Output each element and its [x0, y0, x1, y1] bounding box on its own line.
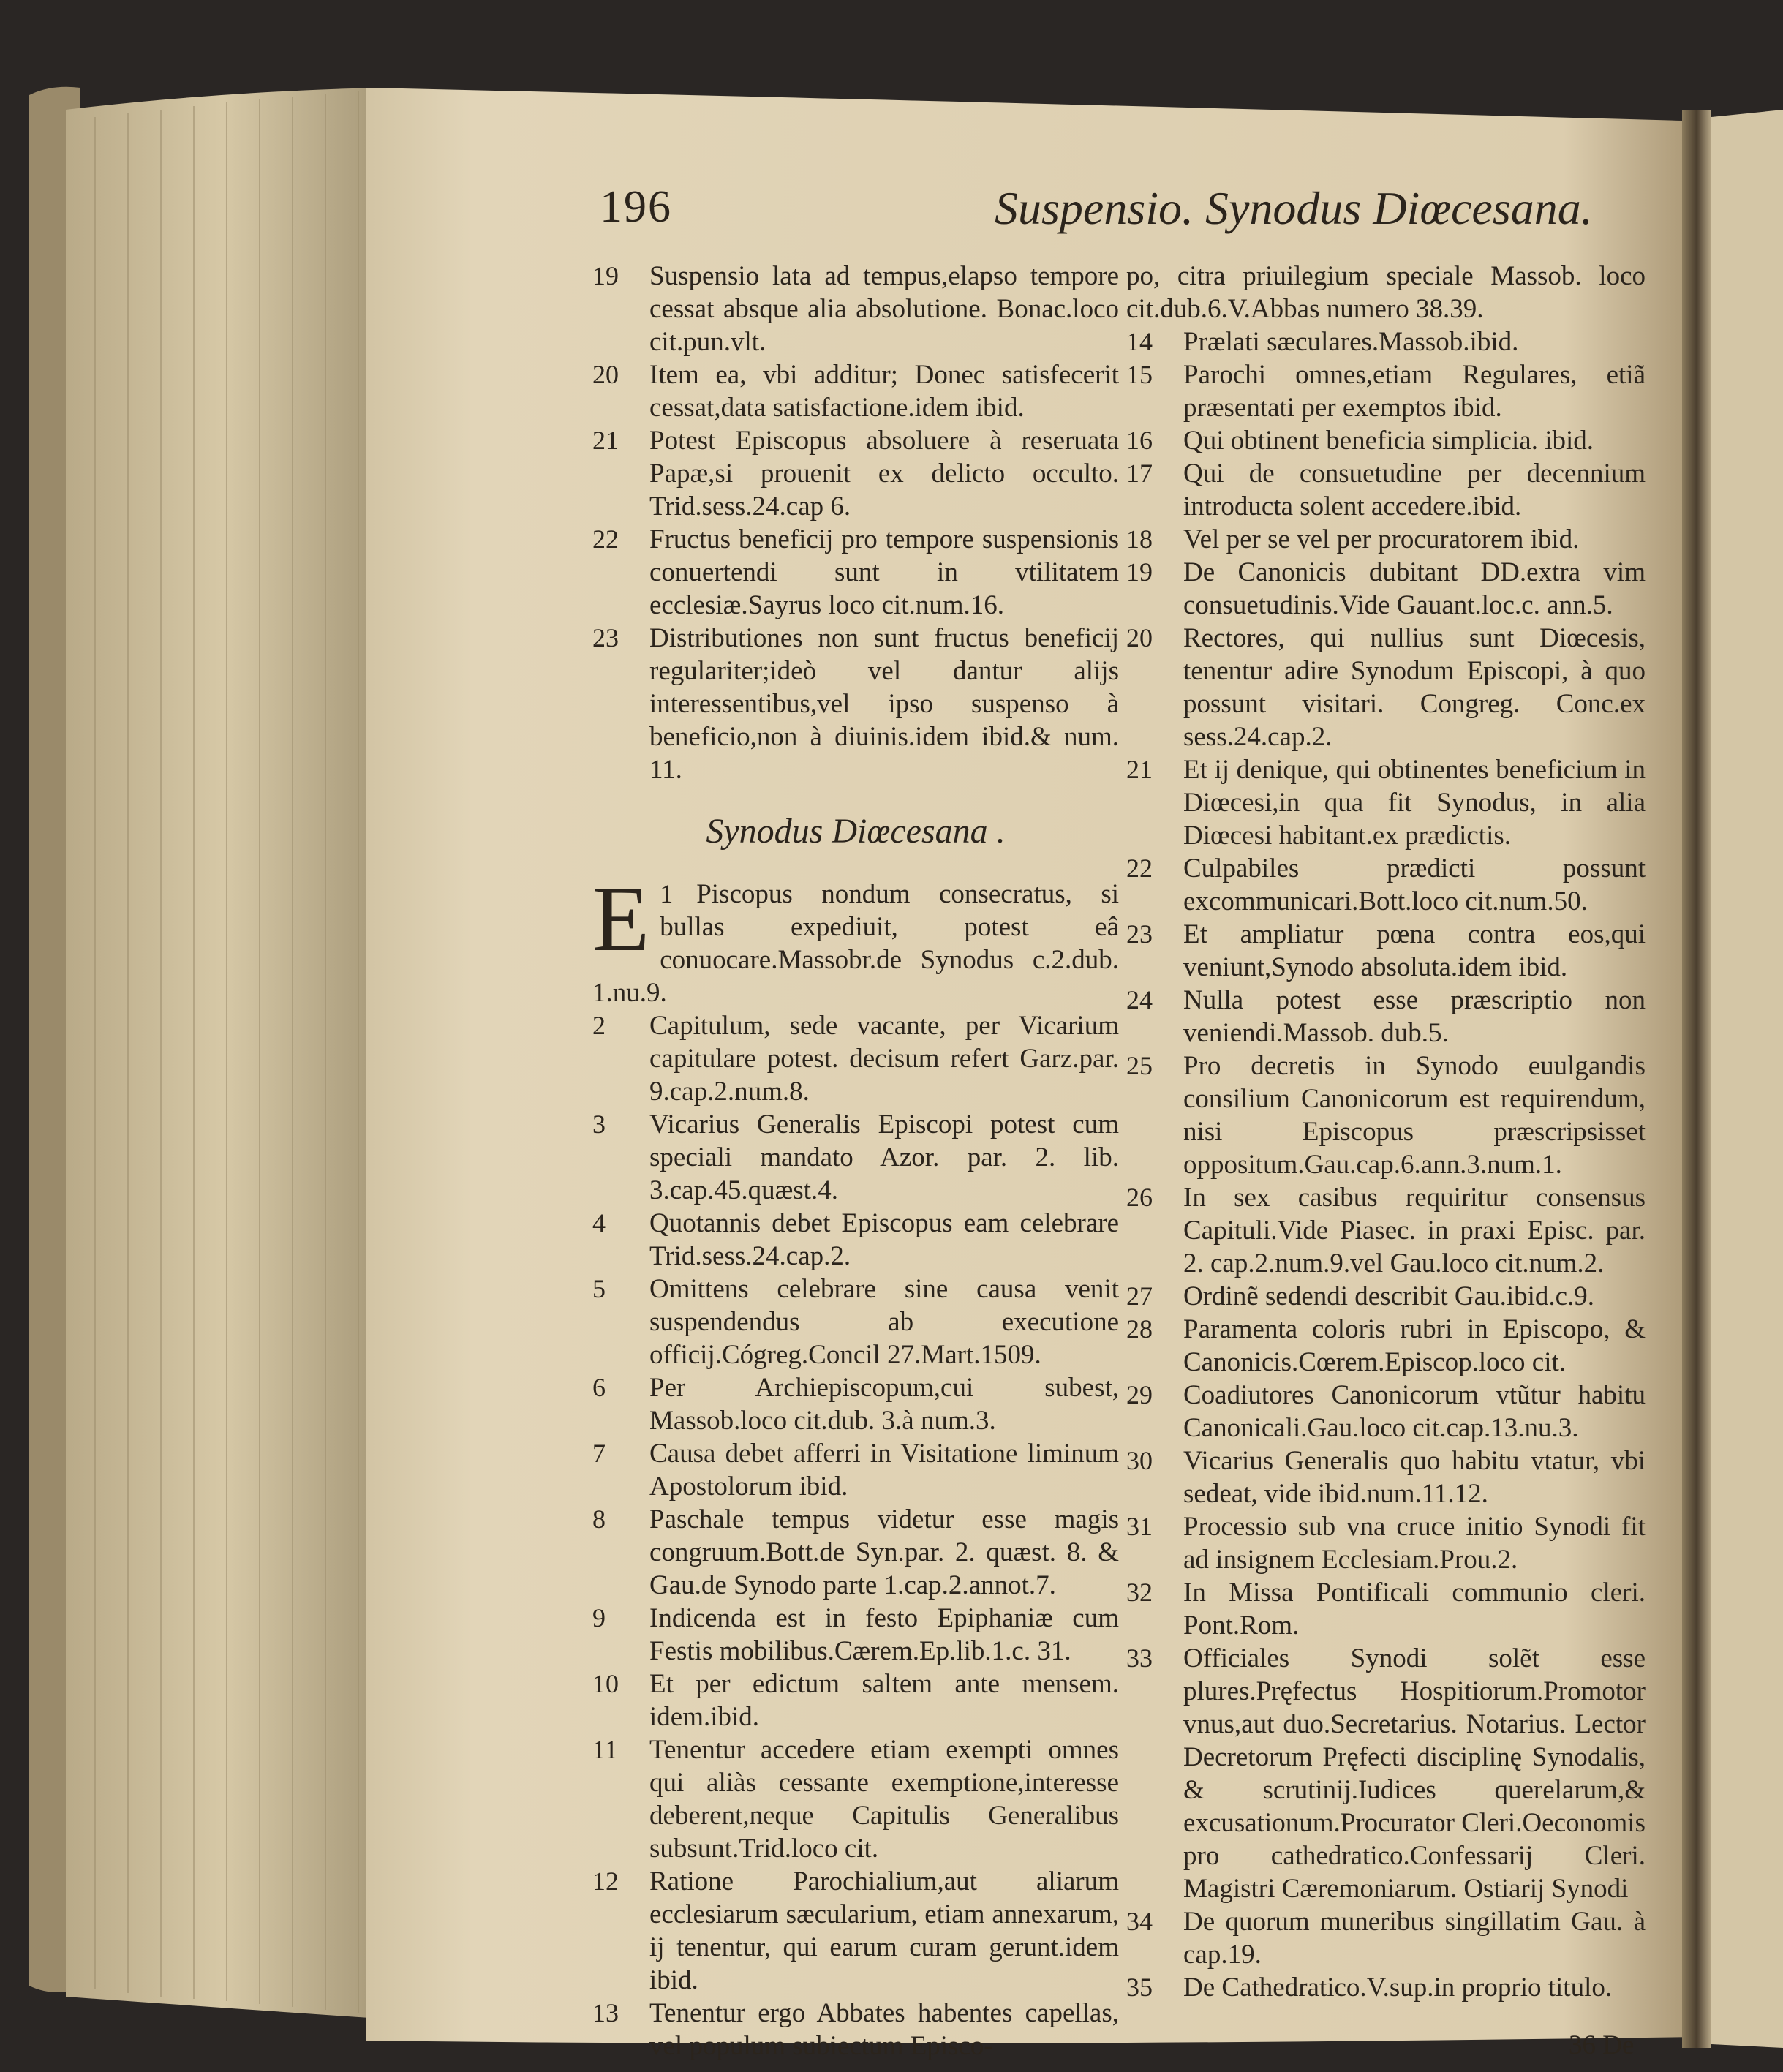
- catchword: 36 De: [1569, 2030, 1635, 2060]
- list-item: 29 Coadiutores Canonicorum vtũtur habitu Canonicali.Gau.loco cit.cap.13.nu.3.: [1126, 1380, 1646, 1443]
- list-item: 7 Causa debet afferri in Visitatione liminum Apostolorum ibid.: [592, 1439, 1119, 1502]
- list-item: 23 Et ampliatur pœna contra eos,qui veniunt,Synodo absoluta.idem ibid.: [1126, 919, 1646, 982]
- list-item: 32 In Missa Pontificali communio cleri. Pont.Rom.: [1126, 1578, 1646, 1640]
- list-item: 13 Tenentur ergo Abbates habentes capellas, vel populum subiectum Episco-: [592, 1998, 1119, 2061]
- list-item: 18 Vel per se vel per procuratorem ibid.: [1126, 524, 1580, 554]
- list-item: 20 Rectores, qui nullius sunt Diœcesis, tenentur adire Synodum Episcopi, à quo possunt visitari. Congreg. Conc.ex sess.24.cap.2.: [1126, 623, 1646, 752]
- continuation-line: po, citra priuilegium speciale Massob. loco cit.dub.6.V.Abbas numero 38.39.: [1126, 261, 1646, 324]
- list-item: 21 Potest Episcopus absoluere à reseruata Papæ,si prouenit ex delicto occulto. Trid.sess.24.cap 6.: [592, 426, 1119, 521]
- list-item: 8 Paschale tempus videtur esse magis congruum.Bott.de Syn.par. 2. quæst. 8. & Gau.de Synodo parte 1.cap.2.annot.7.: [592, 1504, 1119, 1600]
- list-item: 31 Processio sub vna cruce initio Synodi fit ad insignem Ecclesiam.Prou.2.: [1126, 1512, 1646, 1575]
- drop-cap: E: [592, 867, 650, 971]
- suspensio-entries: [592, 260, 1119, 786]
- list-item: 1 E Piscopus nondum consecratus, si bullas expediuit, potest eâ conuocare.Massobr.de Synodus c.2.dub. 1.nu.9.: [592, 867, 1119, 1008]
- list-item: 34 De quorum muneribus singillatim Gau. à cap.19.: [1126, 1907, 1646, 1970]
- list-item: 21 Et ij denique, qui obtinentes beneficium in Diœcesi,in qua fit Synodus, in alia Diœcesi habitant.ex prædictis.: [1126, 755, 1646, 851]
- list-item: 10 Et per edictum saltem ante mensem. idem.ibid.: [592, 1669, 1119, 1732]
- running-head: [600, 181, 1653, 269]
- running-title: Suspensio. Synodus Diœcesana.: [995, 182, 1593, 234]
- list-item: 28 Paramenta coloris rubri in Episcopo, & Canonicis.Cœrem.Episcop.loco cit.: [1126, 1314, 1646, 1377]
- list-item: 19 De Canonicis dubitant DD.extra vim consuetudinis.Vide Gauant.loc.c. ann.5.: [1126, 557, 1646, 620]
- list-item: 3 Vicarius Generalis Episcopi potest cum speciali mandato Azor. par. 2. lib. 3.cap.45.quæst.4.: [592, 1110, 1119, 1205]
- list-item: 35 De Cathedratico.V.sup.in proprio titulo.: [1126, 1973, 1613, 2003]
- list-item: 27 Ordinẽ sedendi describit Gau.ibid.c.9.: [1126, 1281, 1595, 1311]
- list-item: 9 Indicenda est in festo Epiphaniæ cum Festis mobilibus.Cærem.Ep.lib.1.c. 31.: [592, 1603, 1119, 1666]
- list-item: 20 Item ea, vbi additur; Donec satisfecerit cessat,data satisfactione.idem ibid.: [592, 360, 1119, 423]
- list-item: 33 Officiales Synodi solẽt esse plures.Pręfectus Hospitiorum.Promotor vnus,aut duo.Secretarius. Notarius. Lector Decretorum Pręfecti disciplinę Synodalis, & scrutinij.Iudices querelarum,& excusationum.Procurator Cleri.Oeconomis pro cathedratico.Confessarij Cleri. Magistri Cæremoniarum. Ostiarij Synodi: [1126, 1643, 1646, 1904]
- list-item: 23 Distributiones non sunt fructus beneficij regulariter;ideò vel dantur alijs interessentibus,vel ipso suspenso à beneficio,non à diuinis.idem ibid.& num. 11.: [592, 623, 1119, 785]
- list-item: 19 Suspensio lata ad tempus,elapso tempore cessat absque alia absolutione. Bonac.loco cit.pun.vlt.: [592, 261, 1119, 357]
- list-item: 22 Fructus beneficij pro tempore suspensionis conuertendi sunt in vtilitatem ecclesiæ.Sayrus loco cit.num.16.: [592, 524, 1119, 620]
- list-item: 14 Prælati sæculares.Massob.ibid.: [1126, 327, 1519, 357]
- list-item: 25 Pro decretis in Synodo euulgandis consilium Canonicorum est requirendum, nisi Episcopus præscripsisset oppositum.Gau.cap.6.ann.3.num.1.: [1126, 1051, 1646, 1180]
- facing-page: [1711, 110, 1783, 2048]
- list-item: 26 In sex casibus requiritur consensus Capituli.Vide Piasec. in praxi Episc. par. 2. cap.2.num.9.vel Gau.loco cit.num.2.: [1126, 1183, 1646, 1278]
- list-item: 12 Ratione Parochialium,aut aliarum ecclesiarum sæcularium, etiam annexarum, ij tenentur, qui earum curam gerunt.idem ibid.: [592, 1866, 1119, 1995]
- right-column: [1126, 260, 1646, 2030]
- list-item: 2 Capitulum, sede vacante, per Vicarium capitulare potest. decisum refert Garz.par. 9.cap.2.num.8.: [592, 1011, 1119, 1107]
- page-number: 196: [600, 182, 672, 232]
- synodus-entries-left: [592, 1009, 1119, 2062]
- list-item: 5 Omittens celebrare sine causa venit suspendendus ab executione officij.Cógreg.Concil 27.Mart.1509.: [592, 1274, 1119, 1370]
- list-item: 4 Quotannis debet Episcopus eam celebrare Trid.sess.24.cap.2.: [592, 1208, 1119, 1271]
- list-item: 15 Parochi omnes,etiam Regulares, etiã præsentati per exemptos ibid.: [1126, 360, 1646, 423]
- gutter: [1682, 110, 1711, 2048]
- list-item: 24 Nulla potest esse præscriptio non veniendi.Massob. dub.5.: [1126, 985, 1646, 1048]
- section-title: Synodus Diœcesana .: [706, 812, 1006, 851]
- list-item: 22 Culpabiles prædicti possunt excommunicari.Bott.loco cit.num.50.: [1126, 854, 1646, 916]
- list-item: 17 Qui de consuetudine per decennium introducta solent accedere.ibid.: [1126, 459, 1646, 521]
- list-item: 30 Vicarius Generalis quo habitu vtatur, vbi sedeat, vide ibid.num.11.12.: [1126, 1446, 1646, 1509]
- page-edges: [66, 88, 380, 2019]
- list-item: 16 Qui obtinent beneficia simplicia. ibid.: [1126, 426, 1594, 456]
- list-item: 11 Tenentur accedere etiam exempti omnes qui aliàs cessante exemptione,interesse deberent,neque Capitulis Generalibus subsunt.Trid.loco cit.: [592, 1735, 1119, 1864]
- list-item: 6 Per Archiepiscopum,cui subest, Massob.loco cit.dub. 3.à num.3.: [592, 1373, 1119, 1436]
- left-column: [592, 260, 1119, 2061]
